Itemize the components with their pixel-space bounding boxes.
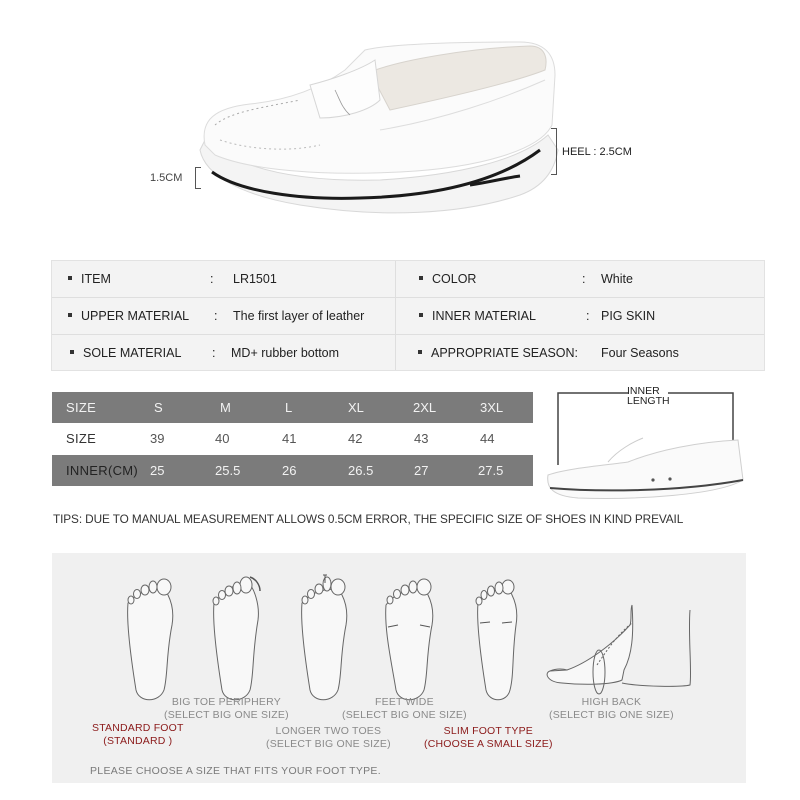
size-cell: 27.5 (478, 463, 504, 478)
size-cell: 41 (282, 431, 297, 446)
foot-type-note: (SELECT BIG ONE SIZE) (549, 709, 674, 721)
size-cell: 42 (348, 431, 363, 446)
size-cell: L (285, 400, 293, 415)
size-cell: 25 (150, 463, 165, 478)
high-back-foot-icon (547, 605, 690, 694)
size-cell: 44 (480, 431, 495, 446)
info-value: The first layer of leather (233, 309, 365, 323)
foot-type-title: FEET WIDE (375, 696, 434, 708)
foot-type-caption-slim (424, 725, 553, 751)
foot-type-title: BIG TOE PERIPHERY (171, 696, 281, 708)
bullet-icon (68, 313, 72, 317)
foot-type-guide (52, 553, 746, 783)
measurement-tip: TIPS: DUE TO MANUAL MEASUREMENT ALLOWS 0.5CM ERROR, THE SPECIFIC SIZE OF SHOES IN KIND PREVAIL (53, 512, 684, 526)
foot-type-caption-longer-toes (266, 725, 391, 751)
info-separator: : (214, 309, 218, 323)
foot-type-note: (CHOOSE A SMALL SIZE) (424, 738, 553, 750)
info-label: INNER MATERIAL (419, 298, 536, 335)
size-cell: S (154, 400, 163, 415)
size-chart-table (52, 392, 533, 486)
info-label: UPPER MATERIAL (68, 298, 189, 335)
size-cell: M (220, 400, 231, 415)
info-label: APPROPRIATE SEASON: (418, 335, 578, 372)
info-separator: : (210, 272, 214, 286)
info-separator: : (212, 346, 216, 360)
info-label: COLOR (419, 261, 476, 298)
foot-type-title: STANDARD FOOT (92, 722, 184, 734)
bullet-icon (418, 350, 422, 354)
info-row (52, 261, 764, 298)
size-cell: XL (348, 400, 364, 415)
bullet-icon (419, 276, 423, 280)
longer-two-toes-foot-icon (302, 575, 347, 700)
info-row (52, 335, 764, 372)
white-loafer-image (0, 0, 800, 240)
bullet-icon (68, 276, 72, 280)
slim-foot-icon (476, 580, 517, 700)
size-cell: 2XL (413, 400, 437, 415)
bullet-icon (419, 313, 423, 317)
standard-foot-icon (128, 579, 173, 700)
inner-label-line2: LENGTH (627, 395, 670, 407)
foot-type-note: (SELECT BIG ONE SIZE) (266, 738, 391, 750)
foot-type-note: (SELECT BIG ONE SIZE) (342, 709, 467, 721)
foot-type-caption-big-toe (164, 696, 289, 722)
size-cell: 43 (414, 431, 429, 446)
info-label: ITEM (68, 261, 111, 298)
size-cell: 3XL (480, 400, 504, 415)
foot-type-title: HIGH BACK (581, 696, 642, 708)
toe-height-label: 1.5CM (150, 172, 183, 184)
big-toe-periphery-foot-icon (213, 577, 260, 700)
hero-product-image (0, 0, 800, 240)
info-separator: : (582, 272, 586, 286)
toe-height-bracket (195, 167, 201, 189)
row-header: SIZE (66, 400, 97, 415)
info-row (52, 298, 764, 335)
foot-type-note: (SELECT BIG ONE SIZE) (164, 709, 289, 721)
info-separator: : (586, 309, 590, 323)
info-value: MD+ rubber bottom (231, 346, 340, 360)
inner-length-label (627, 386, 670, 406)
foot-type-caption-feet-wide (342, 696, 467, 722)
size-cell: 27 (414, 463, 429, 478)
size-header-row (52, 392, 533, 423)
heel-height-bracket (551, 128, 557, 175)
heel-height-label: HEEL : 2.5CM (562, 146, 632, 158)
foot-type-caption-high-back (549, 696, 674, 722)
feet-wide-foot-icon (386, 579, 433, 700)
inner-label-line1: INNER (627, 385, 660, 397)
foot-type-title: SLIM FOOT TYPE (443, 725, 534, 737)
info-label: SOLE MATERIAL (70, 335, 181, 372)
info-value: LR1501 (233, 272, 277, 286)
size-cell: 26 (282, 463, 297, 478)
row-header: INNER(CM) (66, 463, 139, 478)
foot-type-caption-standard (92, 722, 184, 748)
info-value: PIG SKIN (601, 309, 656, 323)
foot-type-title: LONGER TWO TOES (275, 725, 382, 737)
info-value: Four Seasons (601, 346, 679, 360)
foot-type-note: (STANDARD ) (103, 735, 173, 747)
row-header: SIZE (66, 431, 97, 446)
bullet-icon (70, 350, 74, 354)
size-cell: 39 (150, 431, 165, 446)
product-info-table (51, 260, 765, 371)
inner-length-diagram (538, 380, 753, 505)
info-value: White (601, 272, 633, 286)
inner-length-row (52, 455, 533, 486)
size-cell: 26.5 (348, 463, 374, 478)
foot-type-footer-note: PLEASE CHOOSE A SIZE THAT FITS YOUR FOOT TYPE. (90, 765, 381, 777)
size-cell: 25.5 (215, 463, 241, 478)
size-cell: 40 (215, 431, 230, 446)
eu-size-row (52, 423, 533, 455)
